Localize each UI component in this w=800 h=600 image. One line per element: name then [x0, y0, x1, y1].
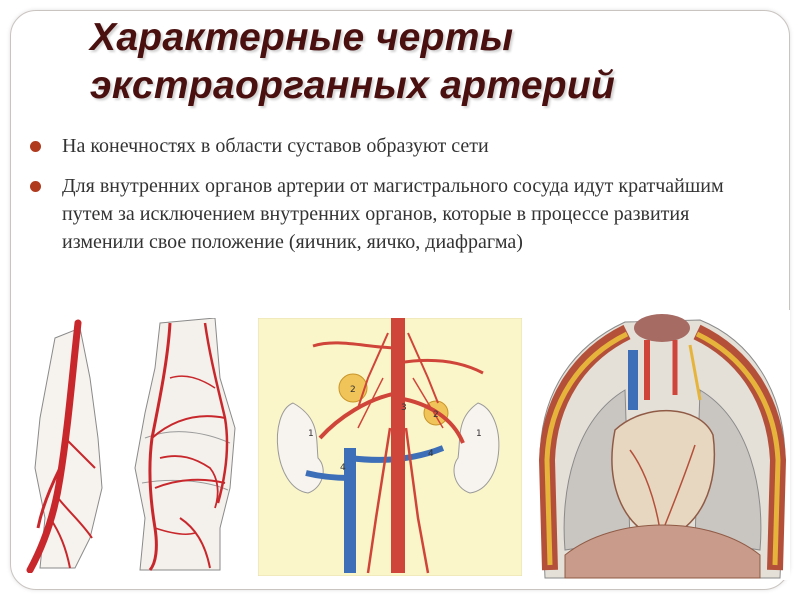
bullet-dot-icon	[30, 181, 41, 192]
title-line-2: экстраорганных артерий	[90, 64, 616, 107]
thoracic-cavity-illustration	[535, 310, 790, 580]
diagram-label: 4	[428, 449, 434, 459]
diagram-label: 2	[350, 385, 356, 395]
diagram-label: 3	[401, 403, 407, 413]
bullet-item	[30, 132, 770, 160]
slide-title	[90, 14, 730, 110]
bullet-text: Для внутренних органов артерии от магистрального сосуда идут кратчайшим путем за исключением внутренних органов, которые в процессе развития изменили свое положение (яичник, яичко, диафрагма)	[62, 175, 724, 253]
diagram-label: 2	[433, 410, 439, 420]
bullet-dot-icon	[30, 141, 41, 152]
bullet-item	[30, 172, 770, 256]
diagram-label: 1	[308, 429, 314, 439]
abdominal-vessels-diagram	[258, 318, 522, 576]
diagram-label: 4	[340, 463, 346, 473]
title-line-1: Характерные черты	[90, 16, 514, 59]
knee-arteries-illustration	[20, 318, 245, 573]
diagram-label: 1	[476, 429, 482, 439]
bullet-list	[30, 132, 770, 268]
bullet-text: На конечностях в области суставов образуют сети	[62, 135, 489, 157]
